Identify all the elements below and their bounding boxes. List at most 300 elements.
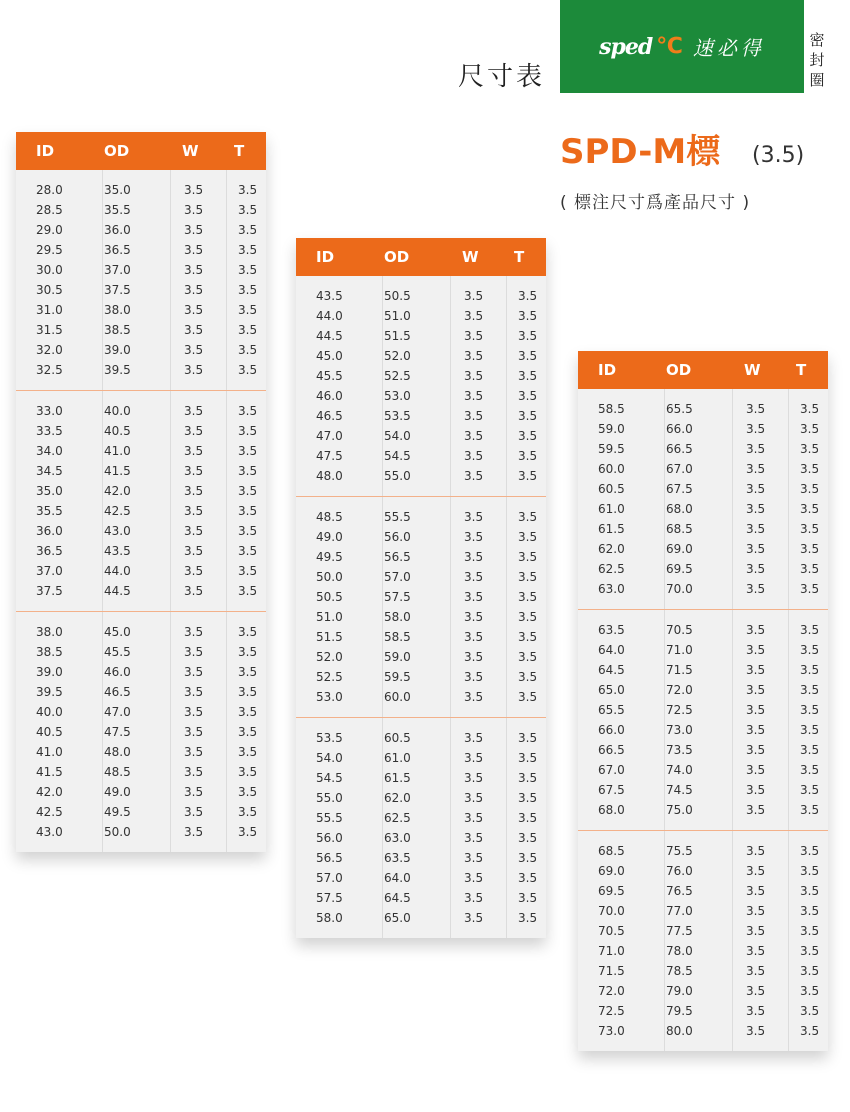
table-cell: 38.5 — [36, 645, 63, 659]
table-cell: 62.0 — [384, 791, 411, 805]
table-cell: 3.5 — [238, 484, 258, 498]
table-cell: 3.5 — [238, 665, 258, 679]
table-cell: 65.5 — [598, 703, 625, 717]
table-cell: 56.5 — [316, 851, 343, 865]
table-cell: 74.0 — [666, 763, 693, 777]
table-cell: 50.5 — [384, 289, 411, 303]
row-group — [578, 389, 828, 609]
table-cell: 3.5 — [464, 449, 484, 463]
table-cell: 3.5 — [518, 570, 538, 584]
table-cell: 49.5 — [104, 805, 131, 819]
table-cell: 52.5 — [316, 670, 343, 684]
table-cell: 39.5 — [104, 363, 131, 377]
table-row — [296, 587, 546, 607]
table-cell: 3.5 — [184, 243, 204, 257]
table-row — [16, 622, 266, 642]
table-row — [16, 300, 266, 320]
table-cell: 3.5 — [464, 911, 484, 925]
table-cell: 45.0 — [104, 625, 131, 639]
brand-logo-box — [560, 0, 804, 93]
table-cell: 62.0 — [598, 542, 625, 556]
table-cell: 3.5 — [518, 911, 538, 925]
table-cell: 47.0 — [316, 429, 343, 443]
table-cell: 52.0 — [384, 349, 411, 363]
table-cell: 79.0 — [666, 984, 693, 998]
row-group — [16, 390, 266, 611]
table-row — [296, 286, 546, 306]
table-row — [578, 459, 828, 479]
table-cell: 3.5 — [464, 771, 484, 785]
table-cell: 71.0 — [598, 944, 625, 958]
table-row — [578, 439, 828, 459]
table-cell: 3.5 — [238, 544, 258, 558]
table-cell: 55.0 — [384, 469, 411, 483]
table-row — [296, 828, 546, 848]
table-cell: 38.0 — [36, 625, 63, 639]
table-cell: 3.5 — [746, 763, 766, 777]
table-cell: 3.5 — [518, 369, 538, 383]
table-cell: 3.5 — [746, 864, 766, 878]
side-label-char: 密 — [809, 31, 825, 49]
table-cell: 3.5 — [238, 183, 258, 197]
table-row — [16, 441, 266, 461]
table-cell: 3.5 — [238, 444, 258, 458]
table-cell: 36.0 — [104, 223, 131, 237]
table-row — [578, 559, 828, 579]
table-cell: 3.5 — [746, 844, 766, 858]
table-cell: 57.5 — [316, 891, 343, 905]
table-cell: 71.5 — [666, 663, 693, 677]
table-cell: 3.5 — [238, 805, 258, 819]
table-header — [296, 238, 546, 276]
table-cell: 72.5 — [598, 1004, 625, 1018]
table-row — [578, 881, 828, 901]
table-cell: 57.5 — [384, 590, 411, 604]
table-cell: 37.5 — [104, 283, 131, 297]
table-cell: 3.5 — [518, 510, 538, 524]
table-cell: 3.5 — [184, 424, 204, 438]
row-group — [296, 276, 546, 496]
table-cell: 3.5 — [518, 409, 538, 423]
table-cell: 48.0 — [104, 745, 131, 759]
table-row — [16, 802, 266, 822]
table-cell: 39.5 — [36, 685, 63, 699]
table-cell: 3.5 — [518, 449, 538, 463]
table-cell: 3.5 — [746, 984, 766, 998]
table-cell: 56.0 — [384, 530, 411, 544]
table-row — [16, 180, 266, 200]
table-cell: 3.5 — [746, 783, 766, 797]
table-row — [16, 421, 266, 441]
table-cell: 3.5 — [746, 924, 766, 938]
table-cell: 3.5 — [746, 703, 766, 717]
table-cell: 3.5 — [184, 705, 204, 719]
table-cell: 63.0 — [384, 831, 411, 845]
table-row — [296, 406, 546, 426]
row-group — [296, 717, 546, 938]
table-cell: 46.0 — [316, 389, 343, 403]
table-cell: 55.5 — [384, 510, 411, 524]
table-cell: 3.5 — [238, 785, 258, 799]
table-cell: 3.5 — [518, 731, 538, 745]
table-cell: 3.5 — [184, 363, 204, 377]
table-row — [578, 479, 828, 499]
table-cell: 3.5 — [238, 725, 258, 739]
table-cell: 3.5 — [184, 263, 204, 277]
table-row — [296, 346, 546, 366]
table-cell: 46.5 — [316, 409, 343, 423]
table-cell: 42.5 — [36, 805, 63, 819]
table-cell: 3.5 — [184, 464, 204, 478]
table-cell: 3.5 — [746, 1024, 766, 1038]
table-cell: 41.0 — [36, 745, 63, 759]
table-cell: 3.5 — [238, 825, 258, 839]
row-group — [578, 609, 828, 830]
table-cell: 3.5 — [746, 482, 766, 496]
table-cell: 54.5 — [316, 771, 343, 785]
table-cell: 3.5 — [238, 424, 258, 438]
table-cell: 3.5 — [464, 690, 484, 704]
table-cell: 40.0 — [36, 705, 63, 719]
table-cell: 3.5 — [800, 984, 820, 998]
table-cell: 75.5 — [666, 844, 693, 858]
table-cell: 51.5 — [384, 329, 411, 343]
table-cell: 3.5 — [464, 751, 484, 765]
table-cell: 69.0 — [598, 864, 625, 878]
table-cell: 3.5 — [238, 223, 258, 237]
table-cell: 58.5 — [598, 402, 625, 416]
table-cell: 40.5 — [104, 424, 131, 438]
table-cell: 32.0 — [36, 343, 63, 357]
table-cell: 3.5 — [184, 625, 204, 639]
table-cell: 3.5 — [800, 803, 820, 817]
table-cell: 3.5 — [518, 610, 538, 624]
table-cell: 3.5 — [464, 630, 484, 644]
table-cell: 3.5 — [238, 203, 258, 217]
table-row — [16, 782, 266, 802]
table-header — [578, 351, 828, 389]
table-row — [578, 760, 828, 780]
table-cell: 37.0 — [104, 263, 131, 277]
table-row — [296, 426, 546, 446]
table-cell: 3.5 — [746, 422, 766, 436]
table-row — [16, 822, 266, 842]
table-cell: 3.5 — [238, 564, 258, 578]
table-cell: 43.5 — [104, 544, 131, 558]
table-cell: 69.0 — [666, 542, 693, 556]
table-cell: 3.5 — [518, 771, 538, 785]
table-cell: 40.5 — [36, 725, 63, 739]
table-row — [578, 519, 828, 539]
table-row — [16, 401, 266, 421]
table-cell: 49.5 — [316, 550, 343, 564]
table-cell: 64.5 — [598, 663, 625, 677]
table-row — [578, 700, 828, 720]
table-cell: 3.5 — [800, 623, 820, 637]
table-cell: 3.5 — [464, 731, 484, 745]
table-cell: 72.5 — [666, 703, 693, 717]
table-cell: 3.5 — [800, 683, 820, 697]
table-cell: 3.5 — [238, 404, 258, 418]
table-row — [16, 662, 266, 682]
table-cell: 70.0 — [666, 582, 693, 596]
table-row — [16, 320, 266, 340]
table-row — [578, 539, 828, 559]
table-cell: 3.5 — [184, 584, 204, 598]
table-cell: 3.5 — [518, 389, 538, 403]
table-cell: 66.5 — [666, 442, 693, 456]
table-cell: 3.5 — [238, 263, 258, 277]
table-cell: 3.5 — [184, 805, 204, 819]
table-row — [16, 581, 266, 601]
table-cell: 77.5 — [666, 924, 693, 938]
table-cell: 3.5 — [800, 924, 820, 938]
table-cell: 53.0 — [384, 389, 411, 403]
table-cell: 3.5 — [746, 1004, 766, 1018]
table-cell: 69.5 — [598, 884, 625, 898]
table-cell: 3.5 — [746, 562, 766, 576]
table-cell: 28.5 — [36, 203, 63, 217]
product-title: SPD-M標 — [560, 132, 721, 172]
table-row — [578, 660, 828, 680]
table-cell: 3.5 — [746, 944, 766, 958]
table-cell: 67.5 — [666, 482, 693, 496]
table-cell: 3.5 — [464, 891, 484, 905]
table-row — [296, 366, 546, 386]
table-cell: 3.5 — [518, 550, 538, 564]
table-cell: 35.5 — [36, 504, 63, 518]
table-cell: 3.5 — [800, 663, 820, 677]
table-cell: 74.5 — [666, 783, 693, 797]
table-row — [16, 541, 266, 561]
table-cell: 55.0 — [316, 791, 343, 805]
row-group — [296, 496, 546, 717]
table-cell: 3.5 — [238, 464, 258, 478]
table-cell: 3.5 — [800, 1024, 820, 1038]
table-row — [578, 720, 828, 740]
table-cell: 34.5 — [36, 464, 63, 478]
table-cell: 3.5 — [746, 582, 766, 596]
table-row — [296, 888, 546, 908]
table-cell: 45.5 — [316, 369, 343, 383]
table-cell: 3.5 — [518, 690, 538, 704]
table-cell: 59.5 — [384, 670, 411, 684]
table-cell: 3.5 — [464, 670, 484, 684]
table-cell: 3.5 — [464, 590, 484, 604]
table-body — [578, 389, 828, 1051]
table-cell: 41.0 — [104, 444, 131, 458]
product-size: (3.5) — [752, 143, 805, 168]
table-cell: 66.0 — [598, 723, 625, 737]
row-group — [578, 830, 828, 1051]
table-cell: 62.5 — [598, 562, 625, 576]
table-cell: 37.0 — [36, 564, 63, 578]
table-cell: 3.5 — [800, 864, 820, 878]
row-group — [16, 611, 266, 852]
table-row — [578, 620, 828, 640]
table-cell: 67.0 — [598, 763, 625, 777]
table-cell: 3.5 — [800, 422, 820, 436]
table-cell: 3.5 — [464, 610, 484, 624]
table-cell: 3.5 — [184, 645, 204, 659]
table-row — [296, 667, 546, 687]
table-cell: 71.5 — [598, 964, 625, 978]
table-row — [296, 607, 546, 627]
table-cell: 3.5 — [518, 429, 538, 443]
table-cell: 3.5 — [238, 303, 258, 317]
table-cell: 3.5 — [800, 1004, 820, 1018]
table-cell: 73.0 — [598, 1024, 625, 1038]
table-cell: 62.5 — [384, 811, 411, 825]
table-cell: 3.5 — [746, 502, 766, 516]
table-row — [16, 260, 266, 280]
table-cell: 3.5 — [518, 871, 538, 885]
table-cell: 3.5 — [238, 363, 258, 377]
table-cell: 3.5 — [238, 765, 258, 779]
table-cell: 3.5 — [746, 964, 766, 978]
table-cell: 3.5 — [184, 404, 204, 418]
table-cell: 42.5 — [104, 504, 131, 518]
table-cell: 53.0 — [316, 690, 343, 704]
table-cell: 78.0 — [666, 944, 693, 958]
table-cell: 3.5 — [184, 504, 204, 518]
table-cell: 37.5 — [36, 584, 63, 598]
column-header: W — [462, 248, 479, 266]
table-cell: 35.5 — [104, 203, 131, 217]
table-cell: 65.0 — [384, 911, 411, 925]
brand-chinese-name: 速必得 — [692, 36, 765, 60]
table-cell: 3.5 — [238, 645, 258, 659]
column-header: ID — [316, 248, 335, 266]
table-cell: 3.5 — [800, 723, 820, 737]
table-row — [296, 848, 546, 868]
table-cell: 61.0 — [384, 751, 411, 765]
table-cell: 38.0 — [104, 303, 131, 317]
table-cell: 3.5 — [464, 851, 484, 865]
side-label-char: 圈 — [809, 71, 825, 89]
table-cell: 39.0 — [104, 343, 131, 357]
table-cell: 3.5 — [238, 504, 258, 518]
table-cell: 3.5 — [518, 289, 538, 303]
table-cell: 53.5 — [384, 409, 411, 423]
side-category-label — [807, 30, 827, 90]
table-cell: 3.5 — [800, 844, 820, 858]
table-cell: 63.0 — [598, 582, 625, 596]
table-cell: 66.5 — [598, 743, 625, 757]
table-row — [296, 527, 546, 547]
table-cell: 38.5 — [104, 323, 131, 337]
table-cell: 47.5 — [104, 725, 131, 739]
table-cell: 57.0 — [316, 871, 343, 885]
table-cell: 52.0 — [316, 650, 343, 664]
table-cell: 3.5 — [464, 530, 484, 544]
table-body — [16, 170, 266, 852]
table-cell: 3.5 — [238, 283, 258, 297]
table-cell: 54.0 — [384, 429, 411, 443]
table-cell: 3.5 — [238, 625, 258, 639]
table-row — [578, 780, 828, 800]
column-header: T — [234, 142, 245, 160]
table-row — [578, 640, 828, 660]
table-cell: 68.5 — [666, 522, 693, 536]
column-header: ID — [598, 361, 617, 379]
table-cell: 3.5 — [746, 643, 766, 657]
table-cell: 3.5 — [518, 590, 538, 604]
table-cell: 44.5 — [104, 584, 131, 598]
table-cell: 61.5 — [384, 771, 411, 785]
table-cell: 76.5 — [666, 884, 693, 898]
table-cell: 3.5 — [464, 309, 484, 323]
table-cell: 32.5 — [36, 363, 63, 377]
table-row — [296, 728, 546, 748]
table-cell: 3.5 — [800, 482, 820, 496]
table-cell: 30.0 — [36, 263, 63, 277]
table-row — [16, 481, 266, 501]
table-cell: 35.0 — [36, 484, 63, 498]
table-cell: 3.5 — [800, 743, 820, 757]
table-cell: 3.5 — [464, 811, 484, 825]
table-cell: 56.5 — [384, 550, 411, 564]
table-cell: 3.5 — [746, 723, 766, 737]
table-cell: 47.5 — [316, 449, 343, 463]
table-cell: 49.0 — [104, 785, 131, 799]
table-cell: 48.5 — [316, 510, 343, 524]
table-cell: 3.5 — [746, 542, 766, 556]
table-cell: 45.5 — [104, 645, 131, 659]
size-table-3 — [578, 351, 828, 1051]
table-cell: 3.5 — [518, 349, 538, 363]
table-cell: 61.0 — [598, 502, 625, 516]
table-row — [578, 399, 828, 419]
table-cell: 3.5 — [800, 964, 820, 978]
table-cell: 3.5 — [800, 502, 820, 516]
table-cell: 64.0 — [384, 871, 411, 885]
table-cell: 45.0 — [316, 349, 343, 363]
table-row — [578, 941, 828, 961]
table-row — [578, 901, 828, 921]
table-cell: 48.5 — [104, 765, 131, 779]
table-row — [16, 340, 266, 360]
table-row — [578, 419, 828, 439]
table-cell: 3.5 — [800, 462, 820, 476]
table-cell: 3.5 — [746, 623, 766, 637]
table-cell: 3.5 — [800, 783, 820, 797]
table-cell: 3.5 — [800, 703, 820, 717]
table-row — [16, 561, 266, 581]
table-cell: 73.0 — [666, 723, 693, 737]
table-cell: 3.5 — [464, 510, 484, 524]
table-row — [16, 280, 266, 300]
table-cell: 29.5 — [36, 243, 63, 257]
table-cell: 50.0 — [104, 825, 131, 839]
column-header: W — [744, 361, 761, 379]
table-cell: 3.5 — [238, 323, 258, 337]
table-cell: 3.5 — [800, 562, 820, 576]
table-cell: 43.0 — [104, 524, 131, 538]
table-cell: 60.0 — [598, 462, 625, 476]
table-cell: 3.5 — [184, 444, 204, 458]
table-cell: 61.5 — [598, 522, 625, 536]
column-header: OD — [384, 248, 410, 266]
table-row — [296, 466, 546, 486]
table-cell: 3.5 — [464, 289, 484, 303]
table-row — [16, 762, 266, 782]
table-cell: 3.5 — [184, 223, 204, 237]
table-cell: 3.5 — [184, 303, 204, 317]
table-cell: 52.5 — [384, 369, 411, 383]
table-cell: 41.5 — [36, 765, 63, 779]
table-cell: 3.5 — [464, 369, 484, 383]
